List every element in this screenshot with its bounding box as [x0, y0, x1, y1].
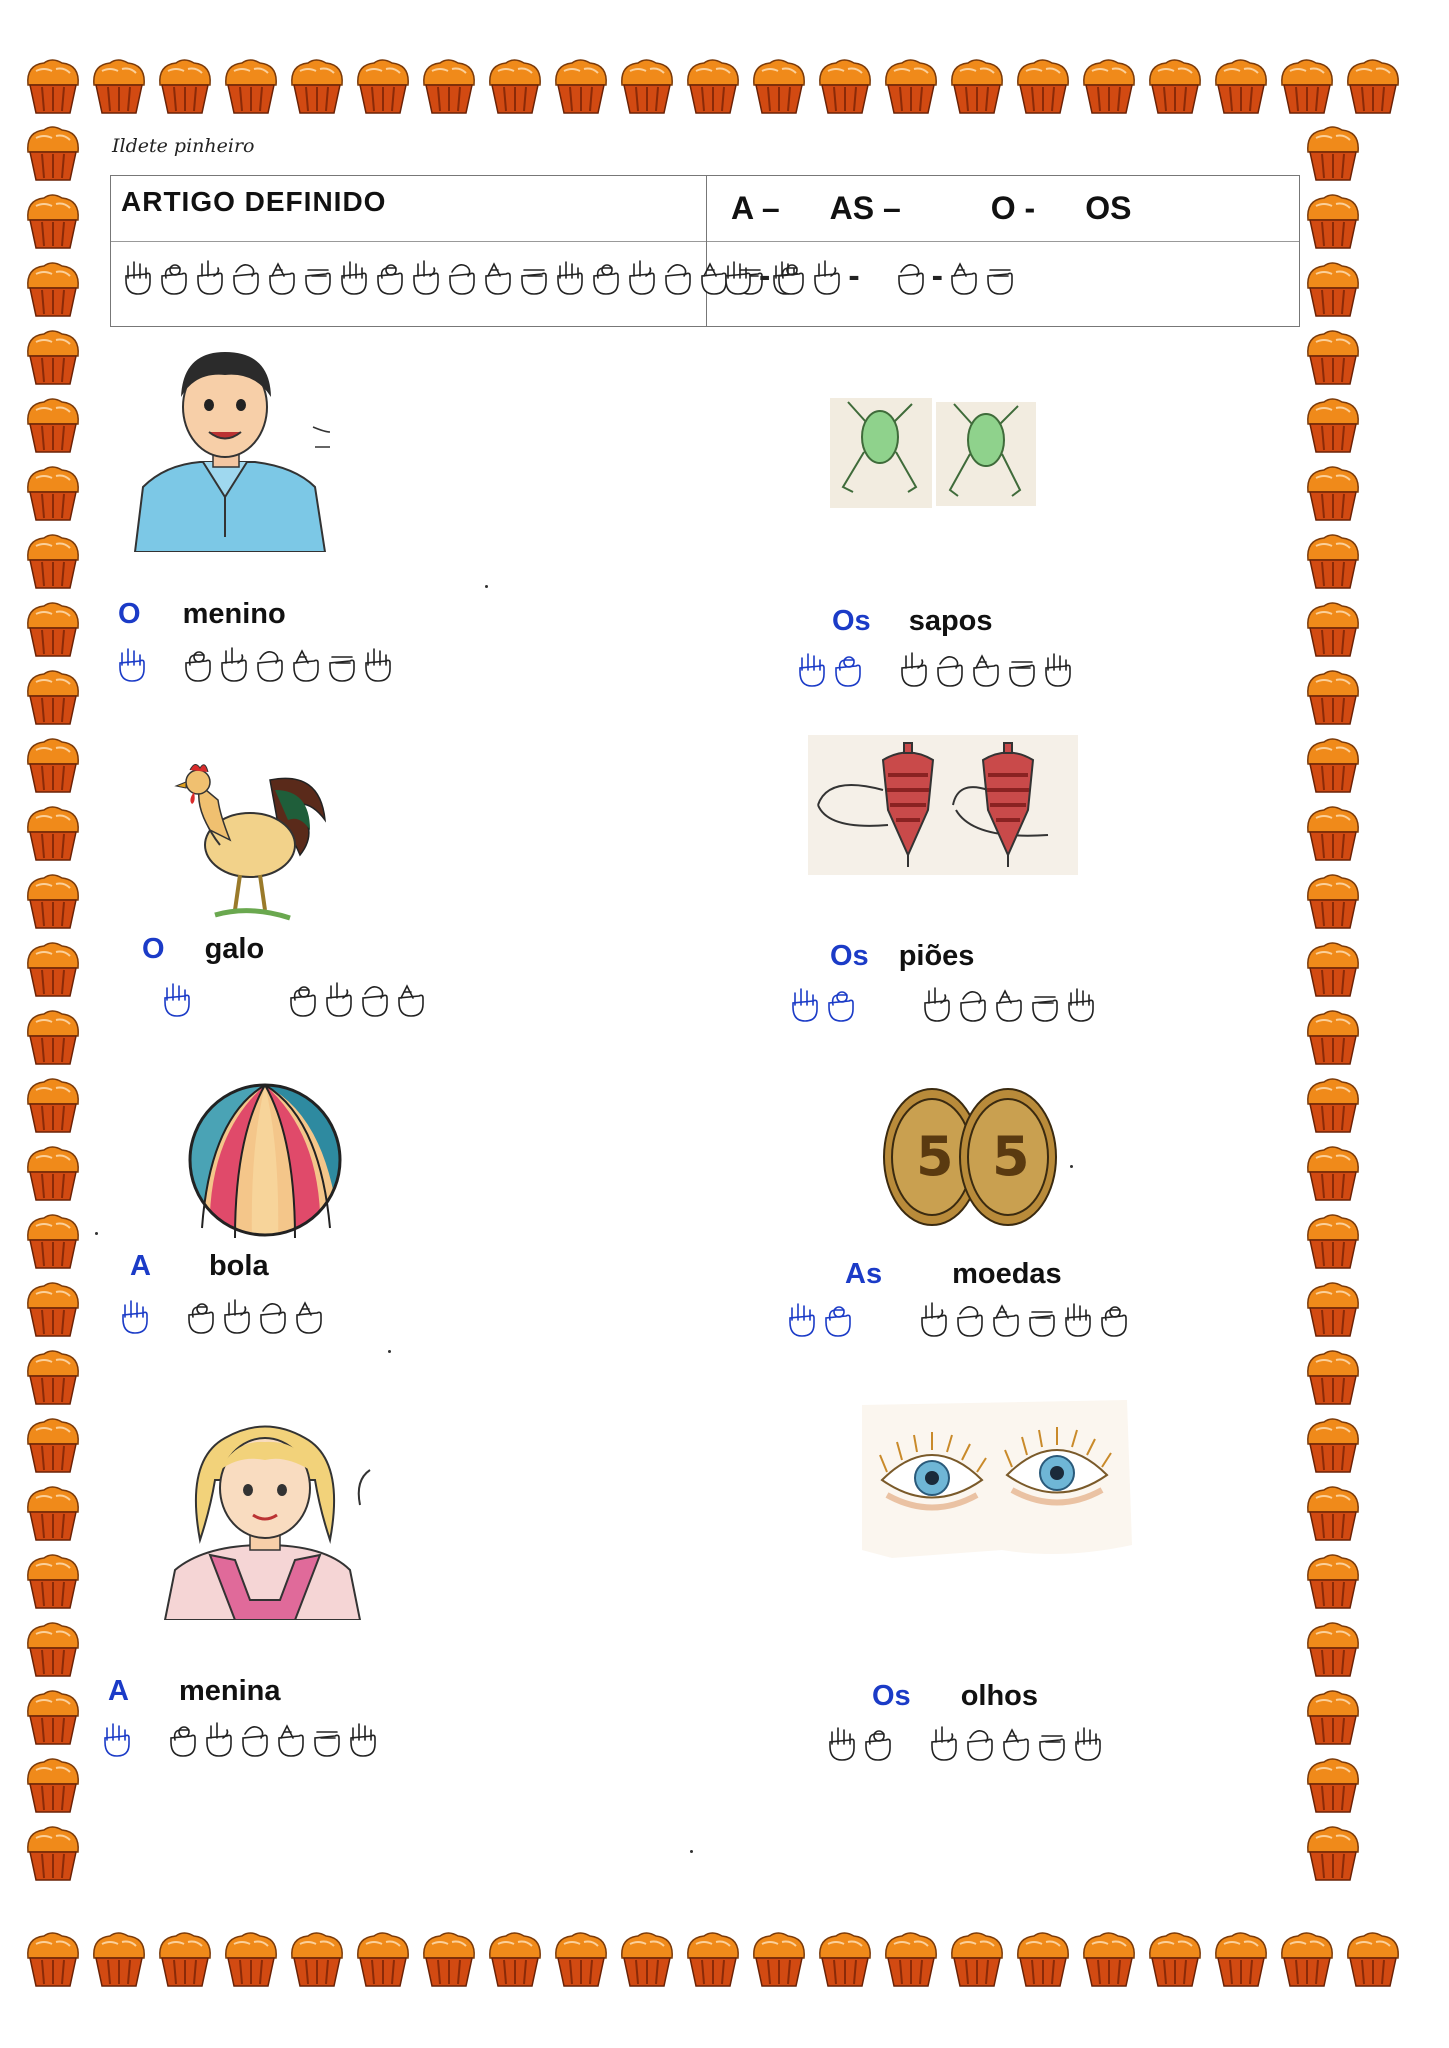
- muffin-icon: [1302, 1618, 1364, 1680]
- galo-fingerspelling: [160, 978, 428, 1018]
- muffin-icon: [22, 598, 84, 660]
- header-table: [110, 175, 1300, 327]
- hand-sign-icon: [358, 978, 392, 1018]
- muffin-icon: [286, 1928, 348, 1990]
- muffin-icon: [1302, 1822, 1364, 1884]
- hand-sign-icon: [220, 1295, 254, 1335]
- muffin-icon: [616, 1928, 678, 1990]
- hand-sign-icon: [861, 1722, 895, 1762]
- muffin-icon: [1302, 1006, 1364, 1068]
- muffin-icon: [1078, 1928, 1140, 1990]
- muffin-icon: [1302, 1346, 1364, 1408]
- hand-sign-icon: [409, 256, 443, 296]
- muffin-icon: [154, 1928, 216, 1990]
- muffin-icon: [22, 462, 84, 524]
- muffin-icon: [1302, 870, 1364, 932]
- muffin-icon: [1302, 1414, 1364, 1476]
- noun-text: olhos: [960, 1680, 1039, 1712]
- moedas-fingerspelling: [785, 1298, 1131, 1338]
- muffin-icon: [1144, 1928, 1206, 1990]
- label-moedas: [845, 1258, 1062, 1291]
- noun-text: galo: [204, 933, 265, 965]
- muffin-icon: [352, 1928, 414, 1990]
- muffin-icon: [22, 1074, 84, 1136]
- hand-sign-icon: [625, 256, 659, 296]
- hand-sign-icon: [286, 978, 320, 1018]
- hand-sign-icon: [301, 256, 335, 296]
- hand-sign-icon: [1005, 648, 1039, 688]
- hand-sign-icon: [920, 983, 954, 1023]
- eyes-icon: [862, 1400, 1132, 1565]
- muffin-icon: [550, 55, 612, 117]
- rooster-icon: [160, 760, 335, 925]
- hand-sign-icon: [394, 978, 428, 1018]
- hand-sign-icon: [1071, 1722, 1105, 1762]
- muffin-icon: [1302, 190, 1364, 252]
- article-o: O -: [990, 190, 1036, 226]
- hand-sign-icon: [897, 648, 931, 688]
- scan-speck: [1070, 1165, 1073, 1168]
- pioes-fingerspelling: [788, 983, 1098, 1023]
- ball-icon: [180, 1078, 350, 1243]
- hand-sign-icon: [992, 983, 1026, 1023]
- article-text: Os: [832, 605, 871, 637]
- dash-mark: -: [759, 256, 771, 295]
- hand-sign-icon: [795, 648, 829, 688]
- muffin-icon: [1302, 666, 1364, 728]
- title-fingerspelling: [121, 256, 803, 296]
- hand-sign-icon: [1097, 1298, 1131, 1338]
- muffin-icon: [22, 1928, 84, 1990]
- muffin-icon: [1302, 1686, 1364, 1748]
- hand-sign-icon: [121, 256, 155, 296]
- muffin-icon: [1302, 258, 1364, 320]
- hand-sign-icon: [831, 648, 865, 688]
- hand-sign-icon: [927, 1722, 961, 1762]
- articles-fingerspelling: [721, 256, 1017, 296]
- muffin-icon: [682, 55, 744, 117]
- muffin-icon: [1302, 802, 1364, 864]
- muffin-icon: [1276, 55, 1338, 117]
- hand-sign-icon: [445, 256, 479, 296]
- muffin-icon: [22, 666, 84, 728]
- hand-sign-icon: [274, 1718, 308, 1758]
- label-bola: [130, 1250, 269, 1283]
- muffin-icon: [1302, 1550, 1364, 1612]
- muffin-icon: [748, 1928, 810, 1990]
- hand-sign-icon: [253, 643, 287, 683]
- muffin-icon: [22, 394, 84, 456]
- muffin-icon: [22, 1822, 84, 1884]
- hand-sign-icon: [238, 1718, 272, 1758]
- article-text: Os: [872, 1680, 911, 1712]
- hand-sign-icon: [810, 256, 844, 296]
- hand-sign-icon: [265, 256, 299, 296]
- menina-fingerspelling: [100, 1718, 380, 1758]
- article-text: Os: [830, 940, 869, 972]
- noun-text: menino: [182, 598, 286, 630]
- dash-mark: -: [931, 256, 943, 295]
- hand-sign-icon: [917, 1298, 951, 1338]
- muffin-icon: [418, 55, 480, 117]
- muffin-icon: [22, 938, 84, 1000]
- muffin-icon: [22, 122, 84, 184]
- muffin-icon: [1302, 734, 1364, 796]
- muffin-icon: [286, 55, 348, 117]
- muffin-icon: [22, 734, 84, 796]
- hand-sign-icon: [292, 1295, 326, 1335]
- muffin-icon: [352, 55, 414, 117]
- bola-fingerspelling: [118, 1295, 326, 1335]
- coin-value-left: 5: [916, 1125, 954, 1188]
- muffin-icon: [946, 1928, 1008, 1990]
- boy-icon: [125, 337, 330, 552]
- hand-sign-icon: [589, 256, 623, 296]
- muffin-icon: [22, 802, 84, 864]
- muffin-icon: [1302, 1278, 1364, 1340]
- hand-sign-icon: [1035, 1722, 1069, 1762]
- hand-sign-icon: [969, 648, 1003, 688]
- muffin-icon: [1078, 55, 1140, 117]
- muffin-icon: [1302, 326, 1364, 388]
- hand-sign-icon: [193, 256, 227, 296]
- muffin-icon: [22, 1414, 84, 1476]
- header-articles: [731, 190, 1291, 227]
- noun-text: moedas: [952, 1258, 1062, 1290]
- muffin-icon: [1302, 598, 1364, 660]
- menino-fingerspelling: [115, 643, 395, 683]
- hand-sign-icon: [100, 1718, 134, 1758]
- muffin-icon: [814, 55, 876, 117]
- muffin-icon: [22, 1618, 84, 1680]
- article-text: A: [108, 1675, 129, 1707]
- muffin-icon: [1302, 462, 1364, 524]
- muffin-icon: [220, 55, 282, 117]
- hand-sign-icon: [825, 1722, 859, 1762]
- muffin-icon: [22, 55, 84, 117]
- muffin-icon: [1302, 1210, 1364, 1272]
- scan-speck: [485, 585, 488, 588]
- muffin-icon: [1302, 530, 1364, 592]
- muffin-icon: [154, 55, 216, 117]
- hand-sign-icon: [721, 256, 755, 296]
- table-divider-horizontal: [111, 241, 1299, 242]
- muffin-icon: [88, 55, 150, 117]
- muffin-icon: [1012, 55, 1074, 117]
- muffin-icon: [22, 1686, 84, 1748]
- sapos-fingerspelling: [795, 648, 1075, 688]
- noun-text: bola: [208, 1250, 269, 1282]
- hand-sign-icon: [517, 256, 551, 296]
- scan-speck: [95, 1232, 98, 1235]
- hand-sign-icon: [181, 643, 215, 683]
- article-a: A –: [731, 190, 780, 226]
- hand-sign-icon: [1028, 983, 1062, 1023]
- label-pioes: [830, 940, 974, 973]
- muffin-icon: [1276, 1928, 1338, 1990]
- muffin-icon: [22, 1482, 84, 1544]
- hand-sign-icon: [1025, 1298, 1059, 1338]
- noun-text: piões: [898, 940, 975, 972]
- muffin-icon: [22, 190, 84, 252]
- muffin-icon: [22, 530, 84, 592]
- article-as: AS –: [829, 190, 901, 226]
- muffin-border-bottom: [22, 1928, 1408, 1990]
- label-olhos: [872, 1680, 1038, 1713]
- spinning-tops-icon: [808, 735, 1078, 875]
- hand-sign-icon: [229, 256, 263, 296]
- article-text: O: [118, 598, 141, 630]
- muffin-icon: [616, 55, 678, 117]
- hand-sign-icon: [1064, 983, 1098, 1023]
- hand-sign-icon: [346, 1718, 380, 1758]
- hand-sign-icon: [202, 1718, 236, 1758]
- muffin-icon: [22, 1210, 84, 1272]
- coins-icon: [880, 1085, 1060, 1230]
- olhos-fingerspelling: [825, 1722, 1105, 1762]
- muffin-icon: [748, 55, 810, 117]
- hand-sign-icon: [821, 1298, 855, 1338]
- scan-speck: [690, 1850, 693, 1853]
- header-title: ARTIGO DEFINIDO: [121, 186, 387, 217]
- hand-sign-icon: [184, 1295, 218, 1335]
- hand-sign-icon: [361, 643, 395, 683]
- hand-sign-icon: [337, 256, 371, 296]
- muffin-icon: [946, 55, 1008, 117]
- hand-sign-icon: [310, 1718, 344, 1758]
- muffin-icon: [550, 1928, 612, 1990]
- author-signature: Ildete pinheiro: [112, 135, 255, 157]
- hand-sign-icon: [553, 256, 587, 296]
- coin-value-right: 5: [992, 1125, 1030, 1188]
- hand-sign-icon: [481, 256, 515, 296]
- muffin-icon: [484, 55, 546, 117]
- hand-sign-icon: [217, 643, 251, 683]
- article-text: A: [130, 1250, 151, 1282]
- muffin-icon: [1302, 1142, 1364, 1204]
- muffin-border-left: [22, 122, 84, 1890]
- hand-sign-icon: [325, 643, 359, 683]
- frogs-icon: [828, 392, 1043, 512]
- muffin-icon: [1342, 1928, 1404, 1990]
- muffin-icon: [22, 870, 84, 932]
- hand-sign-icon: [157, 256, 191, 296]
- muffin-icon: [22, 1142, 84, 1204]
- muffin-icon: [1210, 1928, 1272, 1990]
- hand-sign-icon: [1061, 1298, 1095, 1338]
- muffin-icon: [1302, 1754, 1364, 1816]
- article-os: OS: [1085, 190, 1132, 226]
- hand-sign-icon: [289, 643, 323, 683]
- hand-sign-icon: [115, 643, 149, 683]
- hand-sign-icon: [824, 983, 858, 1023]
- hand-sign-icon: [373, 256, 407, 296]
- muffin-icon: [814, 1928, 876, 1990]
- label-menino: [118, 598, 286, 631]
- muffin-icon: [1342, 55, 1404, 117]
- hand-sign-icon: [322, 978, 356, 1018]
- muffin-icon: [1302, 122, 1364, 184]
- hand-sign-icon: [774, 256, 808, 296]
- noun-text: menina: [178, 1675, 281, 1707]
- muffin-icon: [22, 1278, 84, 1340]
- muffin-border-right: [1302, 122, 1364, 1890]
- scan-speck: [388, 1350, 391, 1353]
- muffin-icon: [22, 1754, 84, 1816]
- dash-mark: -: [848, 256, 860, 295]
- muffin-icon: [1302, 1074, 1364, 1136]
- muffin-icon: [484, 1928, 546, 1990]
- hand-sign-icon: [160, 978, 194, 1018]
- hand-sign-icon: [983, 256, 1017, 296]
- hand-sign-icon: [785, 1298, 819, 1338]
- hand-sign-icon: [953, 1298, 987, 1338]
- article-text: O: [142, 933, 165, 965]
- label-galo: [142, 933, 264, 966]
- hand-sign-icon: [166, 1718, 200, 1758]
- hand-sign-icon: [933, 648, 967, 688]
- muffin-icon: [880, 1928, 942, 1990]
- muffin-border-top: [22, 55, 1408, 117]
- table-divider-vertical: [706, 176, 707, 326]
- article-text: As: [845, 1258, 883, 1290]
- muffin-icon: [1302, 1482, 1364, 1544]
- hand-sign-icon: [963, 1722, 997, 1762]
- hand-sign-icon: [256, 1295, 290, 1335]
- label-menina: [108, 1675, 280, 1708]
- hand-sign-icon: [989, 1298, 1023, 1338]
- noun-text: sapos: [908, 605, 993, 637]
- hand-sign-icon: [661, 256, 695, 296]
- girl-icon: [155, 1420, 380, 1620]
- muffin-icon: [418, 1928, 480, 1990]
- hand-sign-icon: [1041, 648, 1075, 688]
- muffin-icon: [1302, 394, 1364, 456]
- muffin-icon: [1210, 55, 1272, 117]
- hand-sign-icon: [956, 983, 990, 1023]
- muffin-icon: [1302, 938, 1364, 1000]
- muffin-icon: [22, 258, 84, 320]
- muffin-icon: [880, 55, 942, 117]
- muffin-icon: [1012, 1928, 1074, 1990]
- muffin-icon: [22, 1550, 84, 1612]
- muffin-icon: [22, 1346, 84, 1408]
- muffin-icon: [220, 1928, 282, 1990]
- muffin-icon: [22, 326, 84, 388]
- hand-sign-icon: [118, 1295, 152, 1335]
- muffin-icon: [1144, 55, 1206, 117]
- hand-sign-icon: [788, 983, 822, 1023]
- hand-sign-icon: [894, 256, 928, 296]
- muffin-icon: [22, 1006, 84, 1068]
- label-sapos: [832, 605, 993, 638]
- muffin-icon: [682, 1928, 744, 1990]
- hand-sign-icon: [947, 256, 981, 296]
- muffin-icon: [88, 1928, 150, 1990]
- hand-sign-icon: [999, 1722, 1033, 1762]
